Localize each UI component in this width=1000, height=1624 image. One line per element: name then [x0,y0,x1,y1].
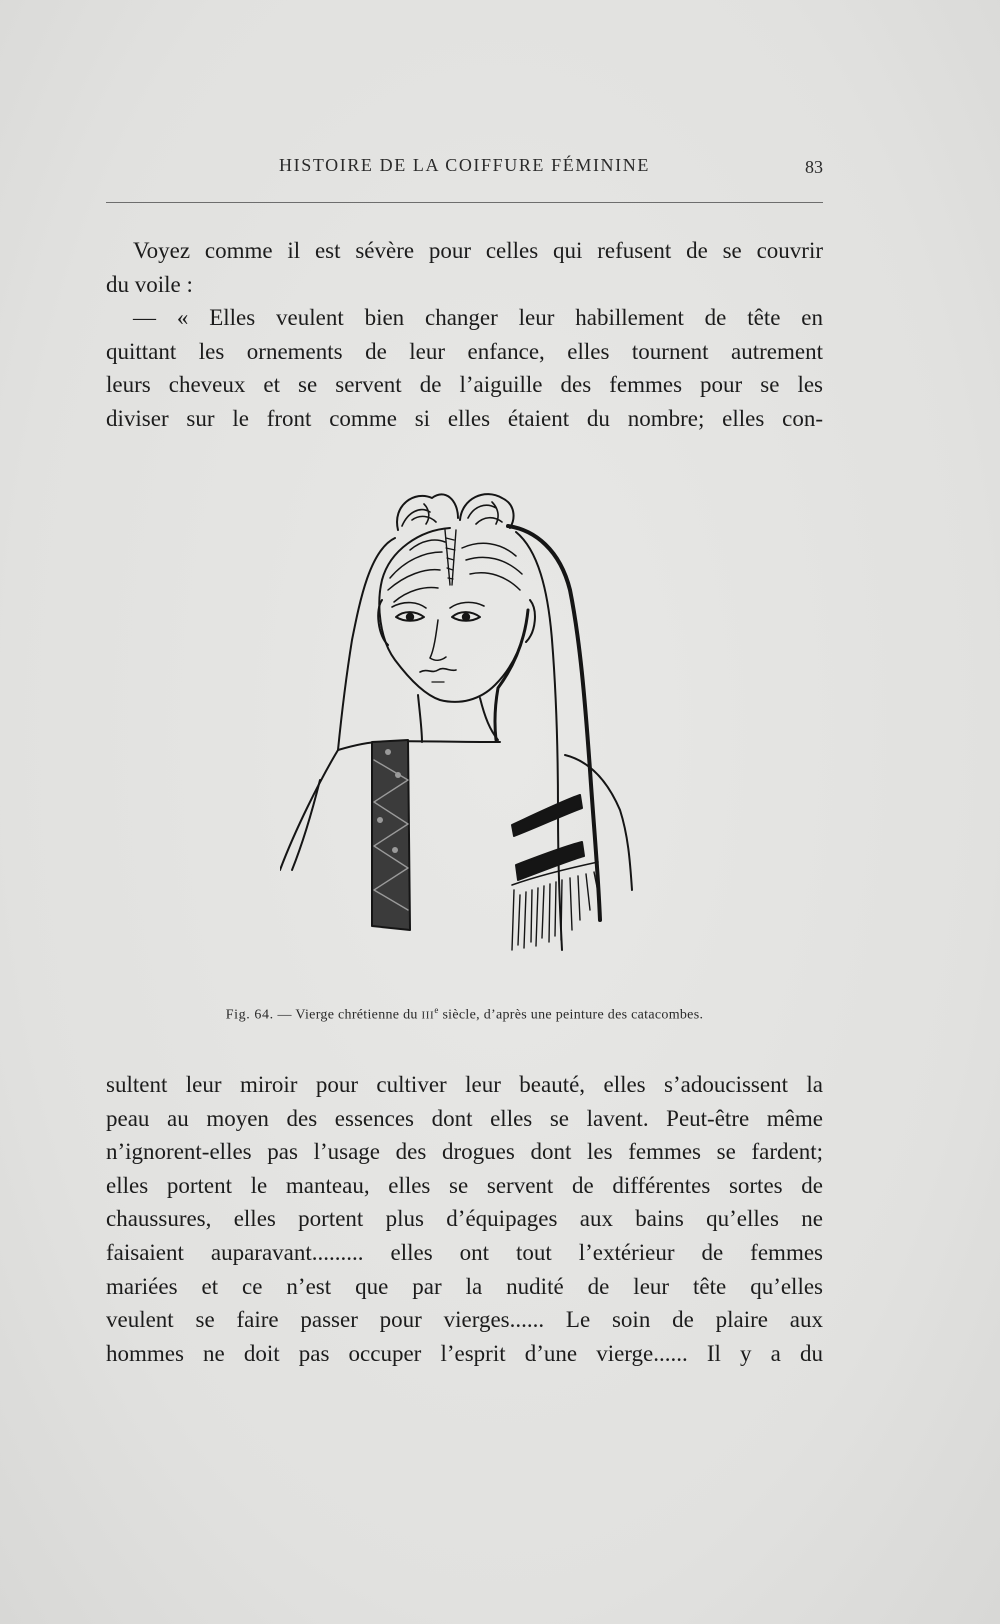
text-line: mariées et ce n’est que par la nudité de leur tête qu’elles [106,1273,823,1299]
figure-caption [106,1005,823,1024]
text-line: chaussures, elles portent plus d’équipages aux bains qu’elles ne [106,1206,823,1232]
page-number: 83 [805,157,823,177]
caption-century: III [421,1009,435,1022]
body-text-top [106,234,823,436]
caption-text-before: Vierge chrétienne du [295,1007,418,1023]
text-line: sultent leur miroir pour cultiver leur beauté, elles s’adoucissent la [106,1072,823,1097]
text-line: peau au moyen des essences dont elles se lavent. Peut-être même [106,1105,823,1131]
figure-label: Fig. 64. [225,1007,274,1023]
text-line: Voyez comme il est sévère pour celles qui refusent de se couvrir [133,238,823,263]
text-line: leurs cheveux et se servent de l’aiguille des femmes pour se les [106,372,823,398]
text-line: diviser sur le front comme si elles étaient du nombre; elles con- [106,405,823,431]
caption-text-after: siècle, d’après une peinture des catacombes. [442,1007,704,1023]
figure-illustration [280,490,660,985]
text-line: faisaient auparavant......... elles ont tout l’extérieur de femmes [106,1239,823,1265]
caption-century-suffix: e [434,1005,439,1015]
running-title: HISTOIRE DE LA COIFFURE FÉMININE [279,155,650,175]
text-line: du voile : [106,271,193,297]
caption-dash: — [277,1007,292,1023]
text-line: veulent se faire passer pour vierges...... Le soin de plaire aux [106,1307,823,1333]
text-line: — « Elles veulent bien changer leur habillement de tête en [133,305,823,331]
body-text-bottom [106,1068,823,1370]
text-line: n’ignorent-elles pas l’usage des drogues dont les femmes se fardent; [106,1139,823,1165]
text-line: elles portent le manteau, elles se servent de différentes sortes de [106,1172,823,1198]
running-head [106,153,823,183]
text-line: quittant les ornements de leur enfance, elles tournent autrement [106,338,823,364]
text-line: hommes ne doit pas occuper l’esprit d’une vierge...... Il y a du [106,1340,823,1366]
header-rule [106,202,823,203]
